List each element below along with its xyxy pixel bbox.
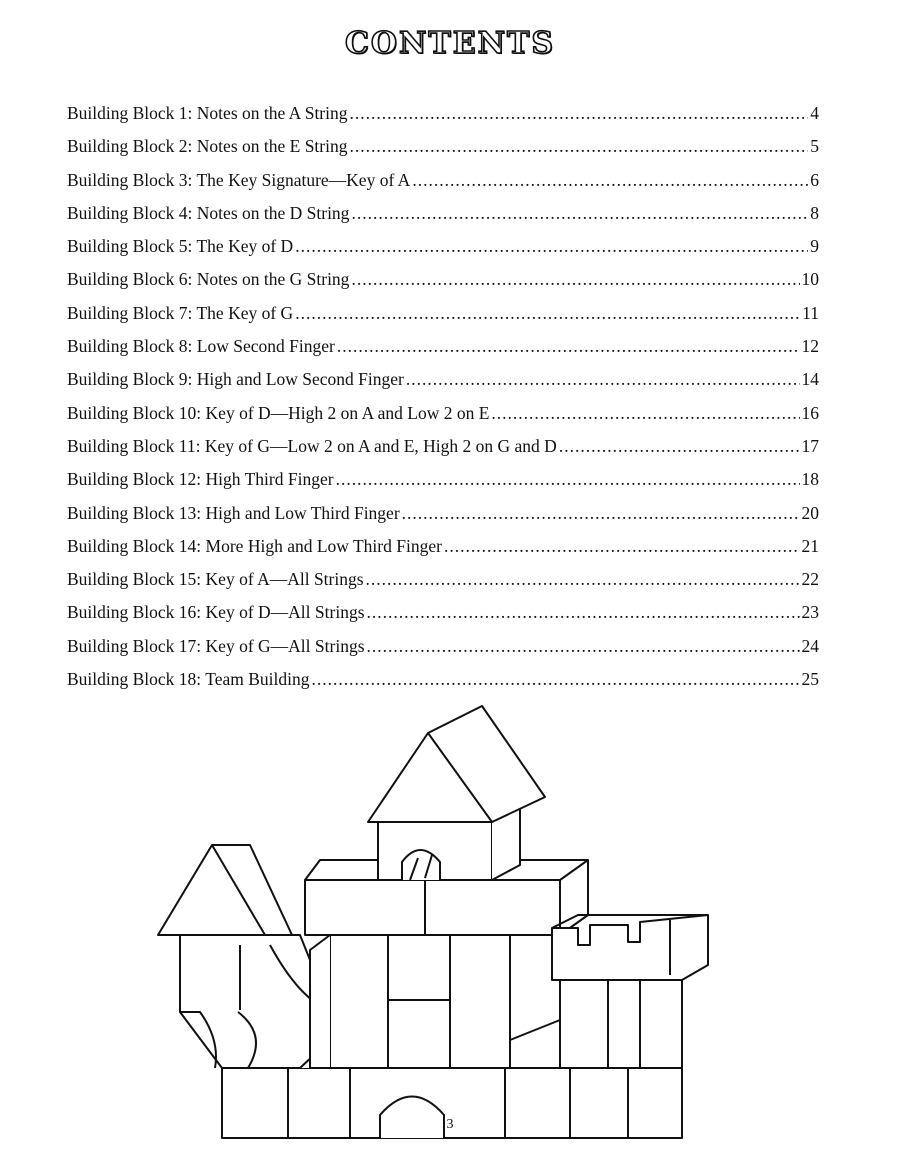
- toc-entry[interactable]: [67, 403, 819, 436]
- toc-entry-label: Building Block 5: The Key of D: [67, 236, 294, 257]
- toc-entry[interactable]: [67, 436, 819, 469]
- dot-leader: [311, 669, 799, 689]
- toc-entry-page: 21: [801, 535, 819, 556]
- toc-entry[interactable]: [67, 369, 819, 402]
- dot-leader: [491, 403, 799, 423]
- toc-entry[interactable]: [67, 103, 819, 136]
- toc-entry-page: 16: [801, 402, 819, 423]
- dot-leader: [350, 103, 809, 123]
- dot-leader: [366, 569, 800, 589]
- toc-entry-label: Building Block 11: Key of G—Low 2 on A and E, High 2 on G and D: [67, 435, 557, 456]
- toc-entry-page: 10: [801, 269, 819, 290]
- dot-leader: [351, 269, 799, 289]
- toc-entry-page: 25: [801, 669, 819, 690]
- dot-leader: [351, 203, 808, 223]
- toc-entry[interactable]: [67, 569, 819, 602]
- toc-entry-label: Building Block 12: High Third Finger: [67, 469, 334, 490]
- toc-entry-page: 22: [801, 569, 819, 590]
- toc-entry-page: 11: [802, 302, 819, 323]
- dot-leader: [412, 170, 808, 190]
- toc-entry-label: Building Block 13: High and Low Third Finger: [67, 502, 400, 523]
- dot-leader: [367, 636, 800, 656]
- dot-leader: [295, 236, 808, 256]
- toc-entry-label: Building Block 9: High and Low Second Finger: [67, 369, 404, 390]
- dot-leader: [349, 136, 808, 156]
- toc-entry[interactable]: [67, 303, 819, 336]
- toc-entry-label: Building Block 8: Low Second Finger: [67, 336, 335, 357]
- dot-leader: [295, 303, 800, 323]
- toc-entry-label: Building Block 3: The Key Signature—Key of A: [67, 169, 411, 190]
- toc-entry[interactable]: [67, 636, 819, 669]
- dot-leader: [559, 436, 800, 456]
- toc-entry-page: 9: [810, 236, 819, 257]
- toc-entry[interactable]: [67, 269, 819, 302]
- toc-entry-label: Building Block 16: Key of D—All Strings: [67, 602, 365, 623]
- toc-entry-label: Building Block 18: Team Building: [67, 669, 310, 690]
- dot-leader: [336, 469, 800, 489]
- toc-entry[interactable]: [67, 336, 819, 369]
- page-title: CONTENTS: [344, 26, 556, 61]
- toc-entry-page: 23: [801, 602, 819, 623]
- toc-entry[interactable]: [67, 503, 819, 536]
- toc-entry-page: 14: [801, 369, 819, 390]
- dot-leader: [367, 602, 800, 622]
- toc-entry[interactable]: [67, 602, 819, 635]
- toc-entry-page: 4: [810, 103, 819, 123]
- toc-entry[interactable]: [67, 469, 819, 502]
- toc-entry-label: Building Block 6: Notes on the G String: [67, 269, 350, 290]
- toc-entry-label: Building Block 17: Key of G—All Strings: [67, 635, 365, 656]
- toc-entry-page: 18: [801, 469, 819, 490]
- castle-central-roof: [368, 706, 545, 822]
- toc-entry-label: Building Block 14: More High and Low Third Finger: [67, 535, 442, 556]
- toc-entry-page: 8: [810, 202, 819, 223]
- table-of-contents: [67, 103, 819, 702]
- building-blocks-castle-icon: [150, 700, 720, 1140]
- toc-entry-label: Building Block 1: Notes on the A String: [67, 103, 348, 123]
- toc-entry[interactable]: [67, 203, 819, 236]
- toc-entry-label: Building Block 15: Key of A—All Strings: [67, 569, 364, 590]
- toc-entry-label: Building Block 4: Notes on the D String: [67, 202, 350, 223]
- toc-entry-label: Building Block 7: The Key of G: [67, 302, 294, 323]
- toc-entry[interactable]: [67, 536, 819, 569]
- toc-entry-label: Building Block 10: Key of D—High 2 on A and Low 2 on E: [67, 402, 490, 423]
- toc-entry-page: 17: [801, 435, 819, 456]
- toc-entry-page: 24: [801, 635, 819, 656]
- toc-entry-label: Building Block 2: Notes on the E String: [67, 136, 348, 157]
- dot-leader: [337, 336, 800, 356]
- toc-entry-page: 6: [810, 169, 819, 190]
- toc-entry[interactable]: [67, 236, 819, 269]
- castle-beam: [305, 880, 560, 935]
- toc-entry[interactable]: [67, 669, 819, 702]
- dot-leader: [444, 536, 800, 556]
- toc-entry-page: 20: [801, 502, 819, 523]
- page-number: 3: [446, 1117, 454, 1132]
- castle-left-roof: [158, 845, 292, 935]
- toc-entry-page: 12: [801, 336, 819, 357]
- dot-leader: [402, 503, 800, 523]
- toc-entry-page: 5: [810, 136, 819, 157]
- toc-entry[interactable]: [67, 170, 819, 203]
- toc-entry[interactable]: [67, 136, 819, 169]
- dot-leader: [406, 369, 800, 389]
- castle-right-tower: [560, 980, 682, 1068]
